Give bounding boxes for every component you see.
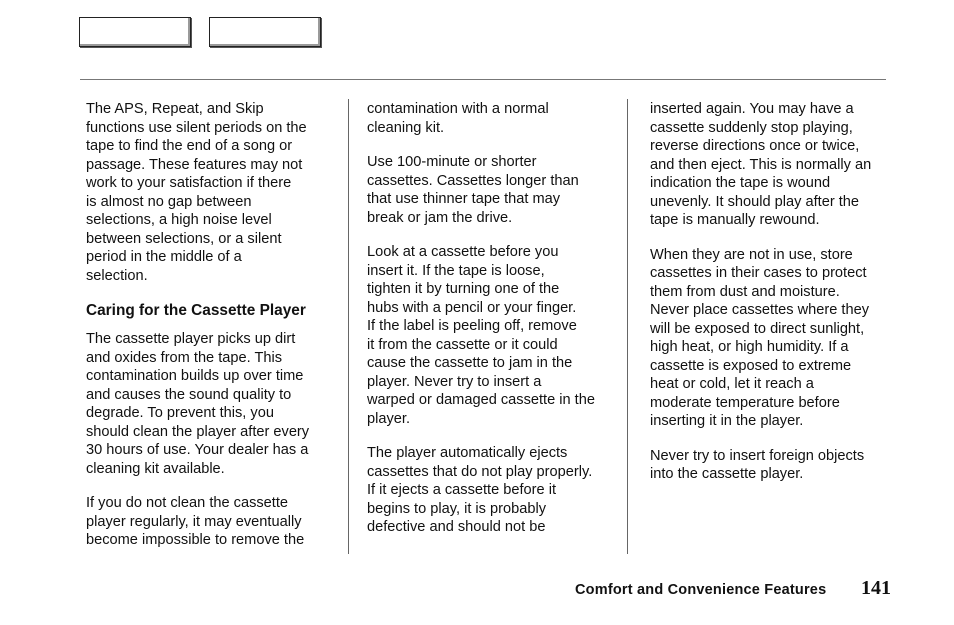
paragraph-inserted-again: inserted again. You may have a cassette suddenly stop playing, reverse directions once or twice, and then eject. This is normally an indication the tape is wound unevenly. It should play after the tape is manually rewound.	[650, 101, 872, 228]
paragraph-look-at-cassette: Look at a cassette before you insert it. If the tape is loose, tighten it by turning one of the hubs with a pencil or your finger. If the label is peeling off, remove it from the cassette or it could cause the cassette to jam in the player. Never try to insert a warped or damaged cassette in the player.	[367, 244, 595, 427]
header-divider	[80, 79, 886, 80]
paragraph-caring: The cassette player picks up dirt and oxides from the tape. This contamination builds up over time and causes the sound quality to degrade. To prevent this, you should clean the player after every 30 hours of use. Your dealer has a cleaning kit available.	[86, 331, 310, 477]
paragraph-aps-repeat-skip: The APS, Repeat, and Skip functions use silent periods on the tape to find the end of a song or passage. These features may not work to your satisfaction if there is almost no gap between selections, a high noise level between selections, or a silent period in the middle of a selection.	[86, 101, 307, 284]
section-heading: Caring for the Cassette Player	[86, 302, 306, 319]
paragraph-auto-eject: The player automatically ejects cassettes that do not play properly. If it ejects a cassette before it begins to play, it is probably defective and should not be	[367, 445, 593, 535]
previous-page-button[interactable]	[79, 17, 191, 47]
text-column-3	[650, 100, 900, 500]
column-divider	[627, 99, 628, 554]
paragraph-100-minute: Use 100-minute or shorter cassettes. Cassettes longer than that use thinner tape that may break or jam the drive.	[367, 154, 579, 226]
paragraph-storage: When they are not in use, store cassettes in their cases to protect them from dust and moisture. Never place cassettes where they will be exposed to direct sunlight, high heat, or high humidity. If a cassette is exposed to extreme heat or cold, let it reach a moderate temperature before inserting it in the player.	[650, 246, 870, 429]
paragraph-foreign-objects: Never try to insert foreign objects into the cassette player.	[650, 447, 865, 482]
page-number: 141	[861, 577, 891, 599]
text-column-1	[86, 100, 336, 566]
column-divider	[348, 99, 349, 554]
next-page-button[interactable]	[209, 17, 321, 47]
text-column-2	[367, 100, 617, 553]
paragraph-contamination: contamination with a normal cleaning kit.	[367, 101, 549, 136]
paragraph-clean-regularly: If you do not clean the cassette player regularly, it may eventually become impossible to remove the	[86, 495, 305, 548]
footer-section-title: Comfort and Convenience Features	[575, 582, 827, 598]
